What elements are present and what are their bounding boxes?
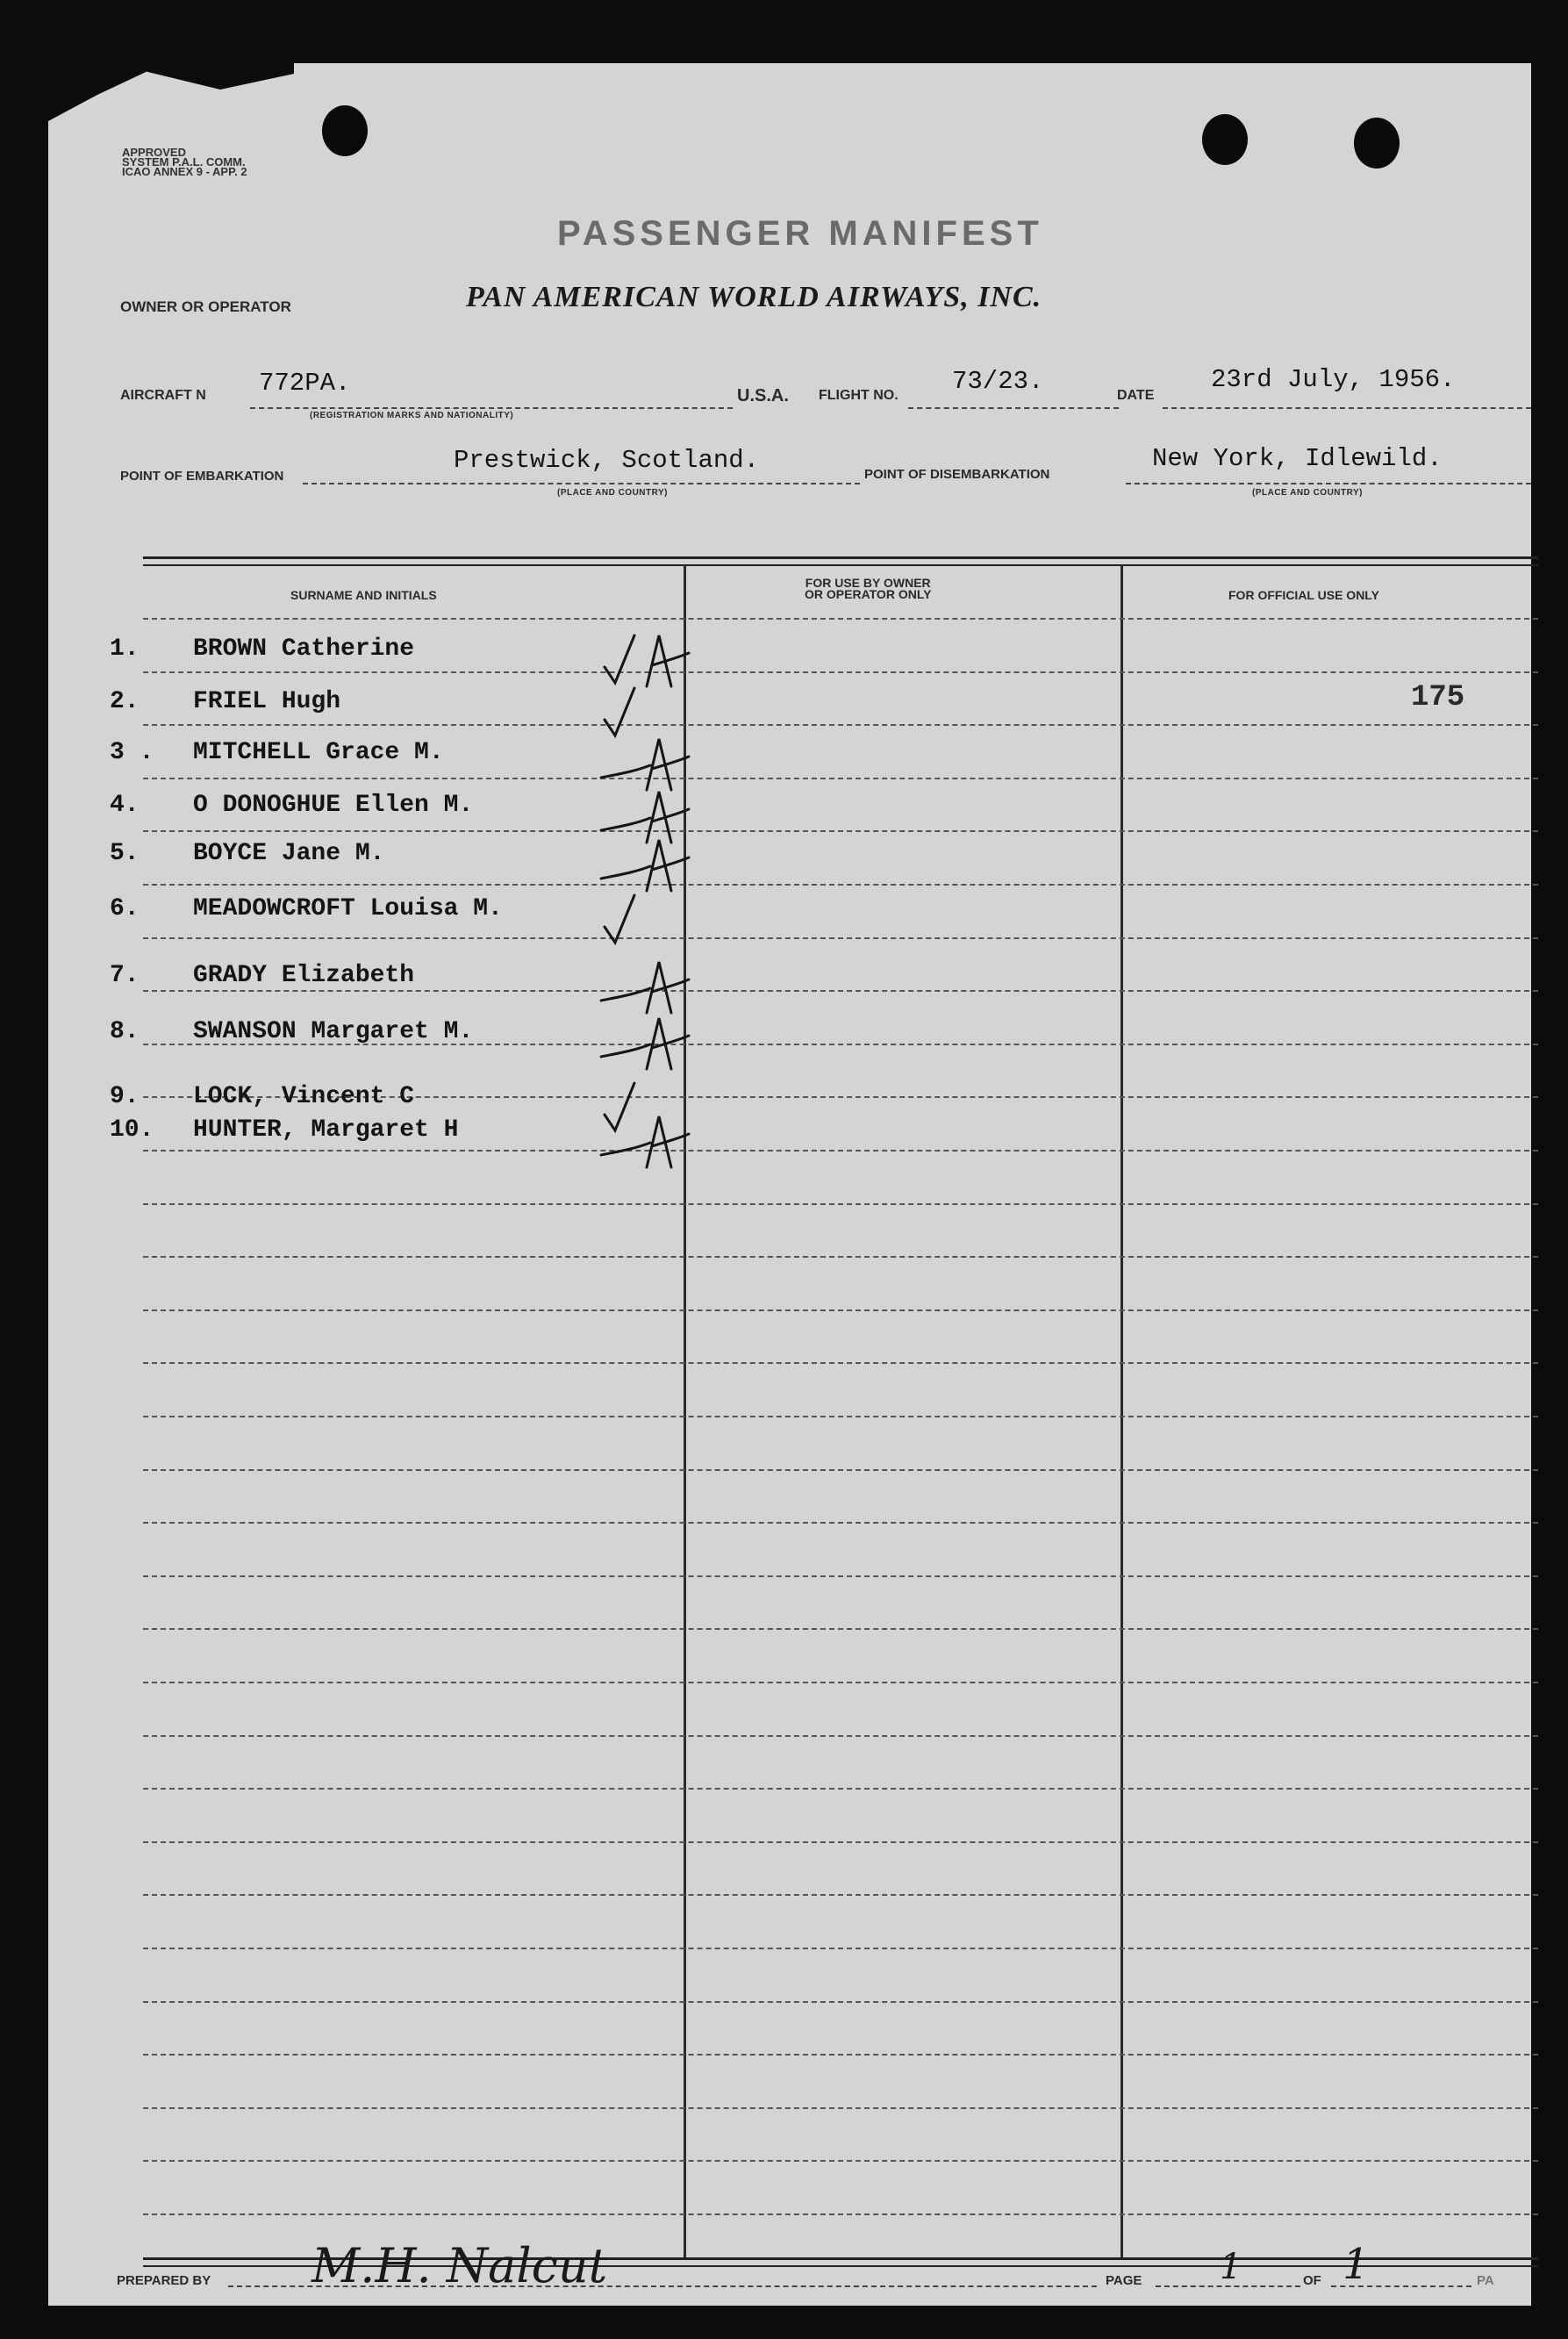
owner-label: OWNER OR OPERATOR (120, 298, 291, 315)
table-row-line (143, 618, 1538, 620)
passenger-row (48, 1083, 1531, 1118)
table-row-line (143, 1362, 1538, 1364)
disembarkation-underline (1126, 483, 1531, 484)
approval-line: SYSTEM P.A.L. COMM. (122, 155, 246, 169)
passenger-row (48, 1116, 1531, 1152)
table-row-line (143, 1841, 1538, 1843)
of-label: OF (1303, 2273, 1321, 2288)
passenger-number: 10. (110, 1116, 154, 1144)
col-owner-header-line: OR OPERATOR ONLY (805, 587, 932, 601)
approval-stamp (122, 147, 247, 176)
passenger-row (48, 739, 1531, 774)
approval-line: APPROVED (122, 146, 186, 159)
table-row-line (143, 2213, 1538, 2215)
aircraft-label: AIRCRAFT N (120, 388, 206, 403)
passenger-row (48, 1018, 1531, 1053)
table-row-line (143, 1522, 1538, 1524)
passenger-name: MITCHELL Grace M. (193, 739, 444, 766)
disembarkation-label: POINT OF DISEMBARKATION (864, 467, 1050, 482)
page-label: PAGE (1106, 2273, 1142, 2288)
punch-hole-right (1354, 118, 1400, 169)
col-owner-header-line: FOR USE BY OWNER (805, 576, 931, 590)
table-row-line (143, 778, 1538, 779)
passenger-number: 9. (110, 1083, 140, 1110)
table-row-line (143, 884, 1538, 886)
passenger-name: GRADY Elizabeth (193, 962, 415, 989)
passenger-number: 5. (110, 840, 140, 867)
passenger-name: SWANSON Margaret M. (193, 1018, 474, 1045)
passenger-row (48, 840, 1531, 875)
table-row-line (143, 1682, 1538, 1683)
aircraft-underline (250, 407, 733, 409)
passenger-name: HUNTER, Margaret H (193, 1116, 459, 1144)
table-row-line (143, 671, 1538, 673)
handwritten-check-mark (592, 1101, 724, 1187)
table-row-line (143, 1894, 1538, 1896)
official-use-note: 175 (1411, 681, 1465, 714)
prepared-by-signature: M.H. Nalcut (311, 2238, 608, 2293)
passenger-row (48, 635, 1531, 671)
col-owner-header (805, 578, 931, 600)
table-row-line (143, 937, 1538, 939)
registration-caption: (REGISTRATION MARKS AND NATIONALITY) (310, 411, 514, 420)
prepared-by-label: PREPARED BY (117, 2273, 211, 2288)
table-row-line (143, 1735, 1538, 1737)
flight-no-value: 73/23. (952, 367, 1044, 396)
passenger-number: 8. (110, 1018, 140, 1045)
col-name-header: SURNAME AND INITIALS (290, 588, 437, 602)
of-value: 1 (1342, 2240, 1370, 2289)
table-row-line (143, 2001, 1538, 2003)
table-row-line (143, 2054, 1538, 2056)
manifest-sheet (48, 63, 1531, 2306)
pa-label: PA (1477, 2273, 1494, 2288)
passenger-name: BROWN Catherine (193, 635, 415, 663)
table-row-line (143, 1416, 1538, 1417)
table-row-line (143, 2160, 1538, 2162)
embarkation-label: POINT OF EMBARKATION (120, 469, 284, 484)
date-value: 23rd July, 1956. (1211, 365, 1456, 394)
passenger-number: 4. (110, 792, 140, 819)
table-row-line (143, 1256, 1538, 1258)
passenger-number: 6. (110, 895, 140, 922)
table-row-line (143, 1469, 1538, 1471)
passenger-name: LOCK, Vincent C (193, 1083, 415, 1110)
passenger-row (48, 895, 1531, 930)
nationality-label: U.S.A. (737, 386, 789, 405)
operator-name: PAN AMERICAN WORLD AIRWAYS, INC. (466, 281, 1042, 313)
flight-no-underline (908, 407, 1119, 409)
passenger-name: BOYCE Jane M. (193, 840, 385, 867)
embarkation-underline (303, 483, 860, 484)
passenger-number: 1. (110, 635, 140, 663)
approval-line: ICAO ANNEX 9 - APP. 2 (122, 165, 247, 178)
embarkation-value: Prestwick, Scotland. (454, 446, 760, 475)
aircraft-value: 772PA. (259, 369, 351, 398)
table-row-line (143, 724, 1538, 726)
disembarkation-value: New York, Idlewild. (1152, 444, 1443, 473)
table-row-line (143, 1575, 1538, 1577)
table-row-line (143, 1309, 1538, 1311)
passenger-name: FRIEL Hugh (193, 688, 341, 715)
table-row-line (143, 830, 1538, 832)
passenger-row (48, 962, 1531, 997)
table-row-line (143, 1788, 1538, 1790)
passenger-number: 2. (110, 688, 140, 715)
table-row-line (143, 1203, 1538, 1205)
page-value: 1 (1220, 2247, 1242, 2287)
passenger-name: MEADOWCROFT Louisa M. (193, 895, 503, 922)
flight-no-label: FLIGHT NO. (819, 388, 899, 403)
passenger-row (48, 792, 1531, 827)
passenger-name: O DONOGHUE Ellen M. (193, 792, 474, 819)
passenger-number: 7. (110, 962, 140, 989)
table-row-line (143, 2107, 1538, 2109)
disembarkation-caption: (PLACE AND COUNTRY) (1252, 488, 1363, 498)
form-title: PASSENGER MANIFEST (557, 214, 1043, 253)
punch-hole-left (322, 105, 368, 156)
passenger-row (48, 681, 1531, 723)
date-underline (1163, 407, 1531, 409)
table-row-line (143, 1628, 1538, 1630)
punch-hole-middle (1202, 114, 1248, 165)
table-row-line (143, 1948, 1538, 1949)
col-official-header: FOR OFFICIAL USE ONLY (1228, 588, 1379, 602)
passenger-number: 3 . (110, 739, 154, 766)
table-top-rule (143, 556, 1538, 566)
date-label: DATE (1117, 388, 1155, 403)
embarkation-caption: (PLACE AND COUNTRY) (557, 488, 668, 498)
